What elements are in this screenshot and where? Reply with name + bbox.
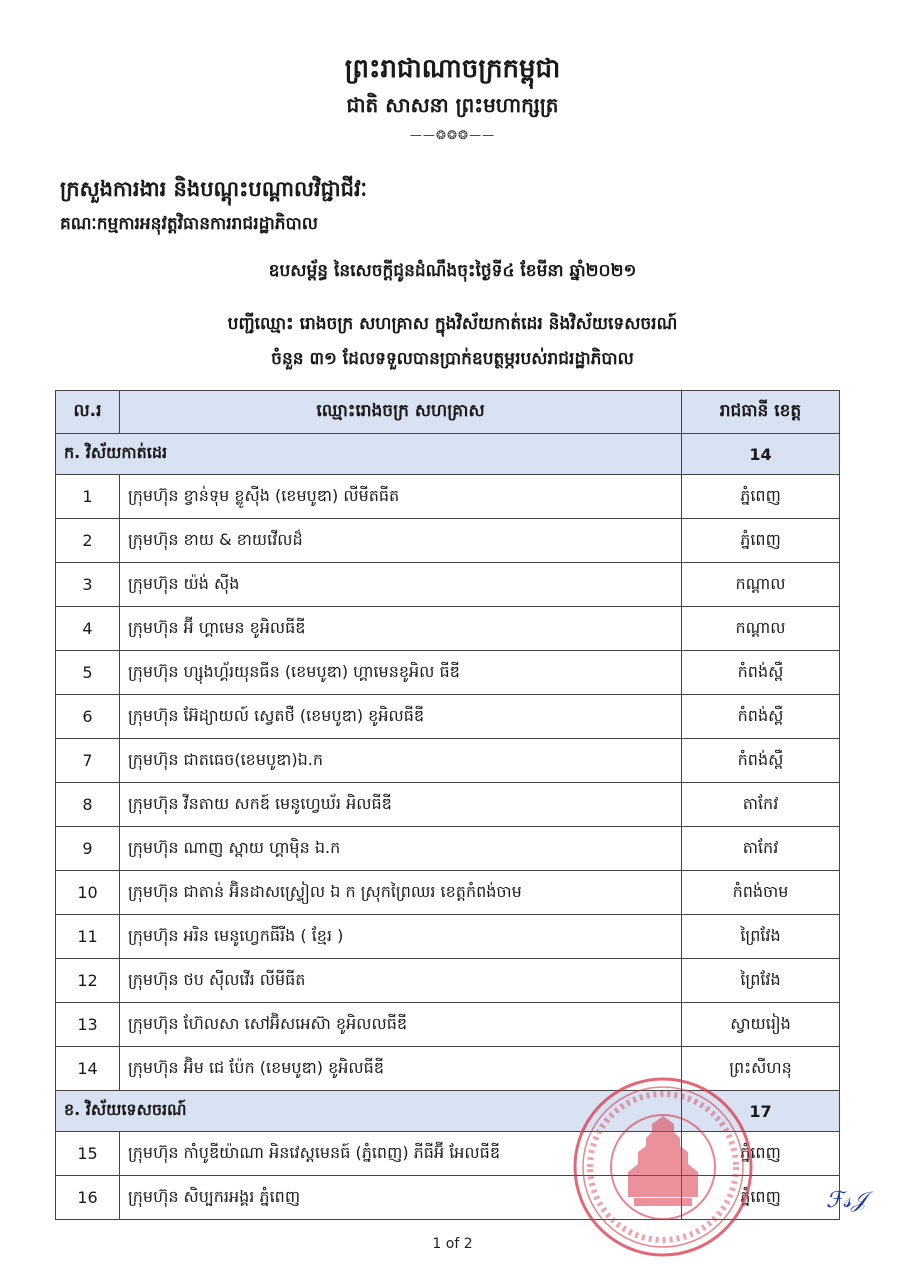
province-name: តាកែវ xyxy=(682,783,840,827)
table-row xyxy=(56,1003,840,1047)
company-name: ក្រុមហ៊ុន វីនតាយ សកឌ៍ មេនូហ្វេឃ័រ អិលធីឌី xyxy=(120,783,682,827)
row-number: 1 xyxy=(56,475,120,519)
row-number: 14 xyxy=(56,1047,120,1091)
row-number: 4 xyxy=(56,607,120,651)
province-name: ស្វាយរៀង xyxy=(682,1003,840,1047)
company-name: ក្រុមហ៊ុន ជាតធេច(ខេមបូឌា)ឯ.ក xyxy=(120,739,682,783)
province-name: ភ្នំពេញ xyxy=(682,1132,840,1176)
company-name: ក្រុមហ៊ុន អរិន មេនូហ្វេកធីរីង ( ខ្មែរ ) xyxy=(120,915,682,959)
province-name: កំពង់ស្ពឺ xyxy=(682,695,840,739)
company-name: ក្រុមហ៊ុន កាំបូឌីយ៉ាណា អិនវេស្តមេនធ៍ (ភ្នំពេញ) ភីធីអ៊ី អែលធីឌី xyxy=(120,1132,682,1176)
province-name: កំពង់ចាម xyxy=(682,871,840,915)
initial-signature: ℱ𝓈𝒥 xyxy=(826,1188,867,1213)
section-count: 17 xyxy=(682,1091,840,1132)
province-name: តាកែវ xyxy=(682,827,840,871)
company-name: ក្រុមហ៊ុន សិប្បករអង្គរ ភ្នំពេញ xyxy=(120,1176,682,1220)
table-row xyxy=(56,651,840,695)
company-name: ក្រុមហ៊ុន ថប ស៊ីលវើរ លីមីធីត xyxy=(120,959,682,1003)
annex-subject: ឧបសម្ព័ន្ធ នៃសេចក្តីជូនដំណឹងចុះថ្ងៃទី៤ ខែមីនា ឆ្នាំ២០២១ xyxy=(268,261,637,281)
ministry-name: ក្រសួងការងារ និងបណ្តុះបណ្តាលវិជ្ជាជីវៈ xyxy=(60,177,368,201)
table-row xyxy=(56,519,840,563)
company-name: ក្រុមហ៊ុន ជាតាន់ អ៊ិនដាសស្ទ្រៀល ឯ ក ស្រុកព្រៃឈរ ខេត្តកំពង់ចាម xyxy=(120,871,682,915)
table-row xyxy=(56,915,840,959)
company-name: ក្រុមហ៊ុន ហ្សុងហ្គ័រយុនធីន (ខេមបូឌា) ហ្គាមេនខូអិល ធីឌី xyxy=(120,651,682,695)
table-header-row xyxy=(56,391,840,434)
national-motto: ជាតិ សាសនា ព្រះមហាក្សត្រ xyxy=(346,93,559,117)
row-number: 5 xyxy=(56,651,120,695)
row-number: 6 xyxy=(56,695,120,739)
col-province-header: រាជធានី ខេត្ត xyxy=(682,391,840,434)
row-number: 7 xyxy=(56,739,120,783)
table-row xyxy=(56,959,840,1003)
row-number: 10 xyxy=(56,871,120,915)
section-count: 14 xyxy=(682,434,840,475)
row-number: 15 xyxy=(56,1132,120,1176)
kingdom-heading: ព្រះរាជាណាចក្រកម្ពុជា xyxy=(344,54,561,84)
list-title: បញ្ជីឈ្មោះ រោងចក្រ សហគ្រាស ក្នុងវិស័យកាត់ដេរ និងវិស័យទេសចរណ៍ xyxy=(227,314,678,334)
table-row xyxy=(56,1176,840,1220)
table-row xyxy=(56,563,840,607)
col-number-header: ល.រ xyxy=(56,391,120,434)
col-name-header: ឈ្មោះរោងចក្រ សហគ្រាស xyxy=(120,391,682,434)
table-row xyxy=(56,871,840,915)
company-name: ក្រុមហ៊ុន ណាញ ស្ពាយ ហ្គាម៉ិន ឯ.ក xyxy=(120,827,682,871)
province-name: ភ្នំពេញ xyxy=(682,1176,840,1220)
table-row xyxy=(56,739,840,783)
row-number: 8 xyxy=(56,783,120,827)
province-name: ភ្នំពេញ xyxy=(682,475,840,519)
province-name: ព្រះសីហនុ xyxy=(682,1047,840,1091)
company-name: ក្រុមហ៊ុន អ៊ែដ្យាយល៍ ស្វេតថឺ (ខេមបូឌា) ខូអិលធីឌី xyxy=(120,695,682,739)
province-name: កំពង់ស្ពឺ xyxy=(682,739,840,783)
table-row xyxy=(56,783,840,827)
table-row xyxy=(56,827,840,871)
row-number: 13 xyxy=(56,1003,120,1047)
province-name: ព្រៃវែង xyxy=(682,959,840,1003)
table-row xyxy=(56,695,840,739)
row-number: 16 xyxy=(56,1176,120,1220)
company-name: ក្រុមហ៊ុន អ៊ិម ជេ ប៉ែក (ខេមបូឌា) ខូអិលធីឌី xyxy=(120,1047,682,1091)
table-row xyxy=(56,1047,840,1091)
company-name: ក្រុមហ៊ុន ខ្វាន់ទុម ខ្លូស៊ីង (ខេមបូឌា) លីមីតធីត xyxy=(120,475,682,519)
list-subtitle: ចំនួន ៣១ ដែលទទួលបានប្រាក់ឧបត្ថម្ភរបស់រាជរដ្ឋាភិបាល xyxy=(271,349,634,369)
row-number: 11 xyxy=(56,915,120,959)
table-row xyxy=(56,1132,840,1176)
province-name: ភ្នំពេញ xyxy=(682,519,840,563)
section-title: ក. វិស័យកាត់ដេរ xyxy=(56,434,682,475)
section-row xyxy=(56,1091,840,1132)
province-name: កណ្តាល xyxy=(682,563,840,607)
table-row xyxy=(56,607,840,651)
table-row xyxy=(56,475,840,519)
company-name: ក្រុមហ៊ុន អ៊ី ហ្គាមេន ខូអិលធីឌី xyxy=(120,607,682,651)
province-name: កំពង់ស្ពឺ xyxy=(682,651,840,695)
ornament-divider: ——❂❂❂—— xyxy=(409,128,496,142)
row-number: 9 xyxy=(56,827,120,871)
section-title: ខ. វិស័យទេសចរណ៍ xyxy=(56,1091,682,1132)
province-name: កណ្តាល xyxy=(682,607,840,651)
company-table xyxy=(55,390,840,1220)
company-name: ក្រុមហ៊ុន ហ៊ែលសា សៅអ៊ិសអេស៊ា ខូអិលលធីឌី xyxy=(120,1003,682,1047)
company-name: ក្រុមហ៊ុន ខាយ & ខាយវើលដ៏ xyxy=(120,519,682,563)
table-body xyxy=(56,434,840,1220)
row-number: 12 xyxy=(56,959,120,1003)
row-number: 2 xyxy=(56,519,120,563)
committee-name: គណៈកម្មការអនុវត្តវិធានការរាជរដ្ឋាភិបាល xyxy=(60,214,318,234)
province-name: ព្រៃវែង xyxy=(682,915,840,959)
row-number: 3 xyxy=(56,563,120,607)
page-number: 1 of 2 xyxy=(432,1236,473,1252)
company-name: ក្រុមហ៊ុន យ៉ង់ ស៊ីង xyxy=(120,563,682,607)
section-row xyxy=(56,434,840,475)
